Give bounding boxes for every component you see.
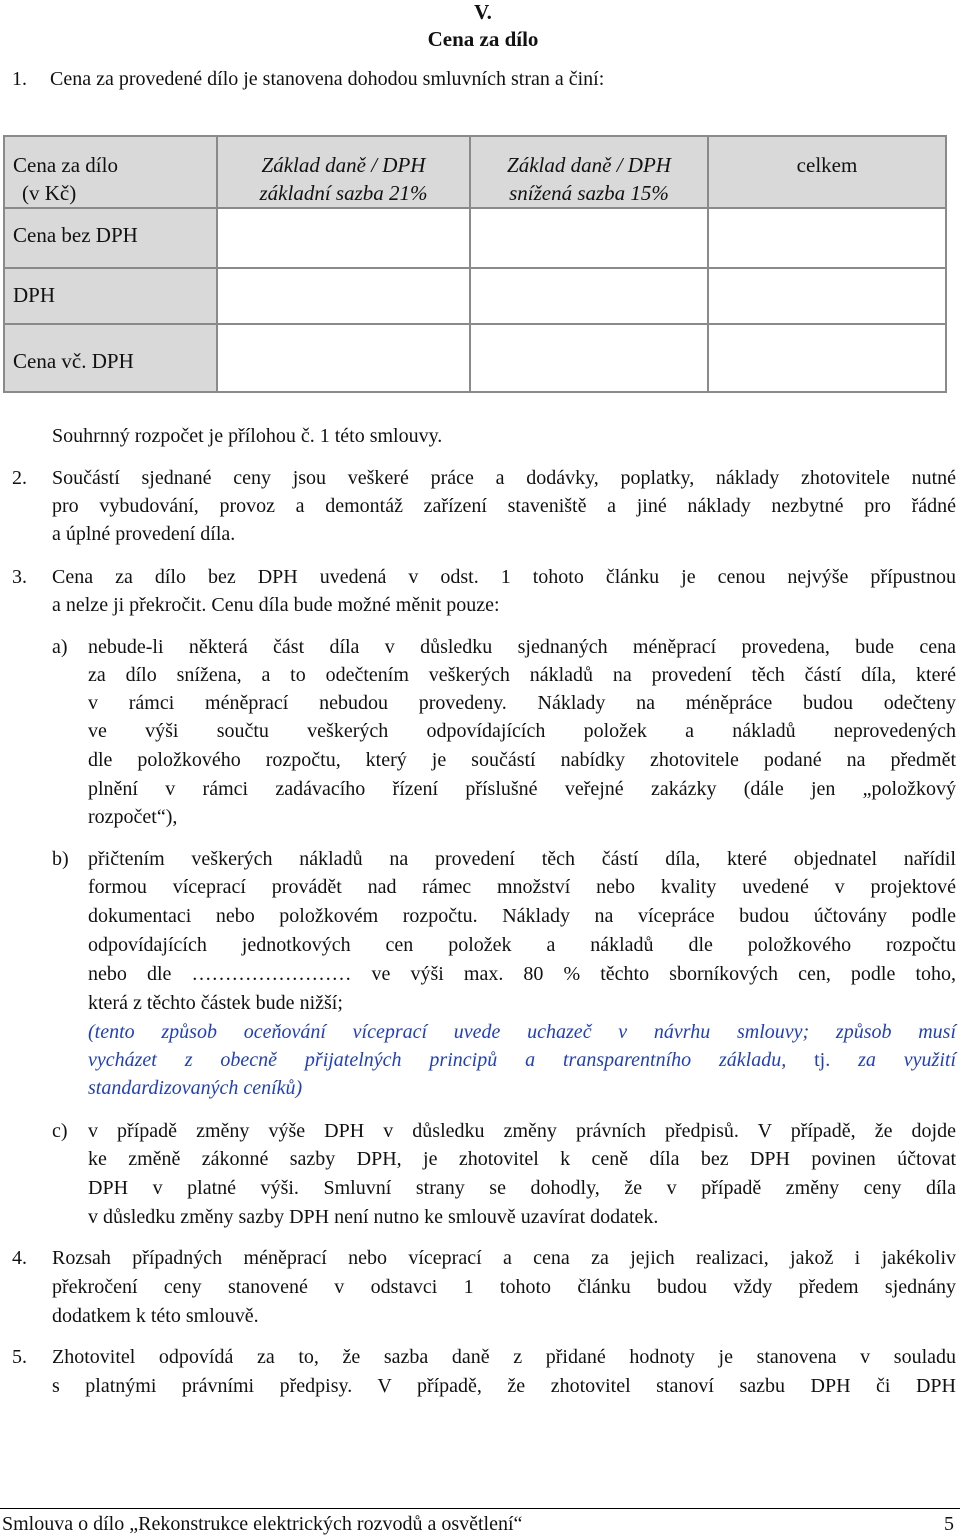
item-a-line6: plnění v rámci zadávacího řízení příslušné veřejné zakázky (dále jen „položkový: [88, 778, 956, 800]
footer-title: Smlouva o dílo „Rekonstrukce elektrických rozvodů a osvětlení“: [2, 1513, 523, 1535]
price-table: [3, 135, 947, 393]
p4-line1: Rozsah případných méněprací nebo víceprací a cena za jejich realizaci, jakož i jakékoliv: [52, 1247, 956, 1269]
p5-number: 5.: [12, 1346, 27, 1368]
header-reduced-rate-line1: Základ daně / DPH: [507, 153, 671, 177]
cell-r1-c1: [217, 208, 470, 268]
item-b-label: b): [52, 848, 69, 870]
p2-line1: Součástí sjednané ceny jsou veškeré práce a dodávky, poplatky, náklady zhotovitele nutné: [52, 467, 956, 489]
item-a-line7: rozpočet“),: [88, 806, 178, 828]
item-a-label: a): [52, 636, 68, 658]
item-c-line3: DPH v platné výši. Smluvní strany se dohodly, že v případě změny ceny díla: [88, 1177, 956, 1199]
row-price-with-vat-label: Cena vč. DPH: [13, 349, 134, 373]
footer-page-number: 5: [944, 1513, 954, 1535]
header-basic-rate-line1: Základ daně / DPH: [261, 153, 426, 177]
p2-line3: a úplné provedení díla.: [52, 523, 236, 545]
p5-line1: Zhotovitel odpovídá za to, že sazba daně z přidané hodnoty je stanovena v souladu: [52, 1346, 956, 1368]
p1-number: 1.: [12, 68, 27, 90]
p3-line1: Cena za dílo bez DPH uvedená v odst. 1 tohoto článku je cenou nejvýše přípustnou: [52, 566, 956, 588]
row-vat-label-cell: [4, 268, 217, 324]
item-b-line3: dokumentaci nebo položkovém rozpočtu. Náklady na vícepráce budou účtovány podle: [88, 905, 956, 927]
item-a-line2: za dílo snížena, a to odečtením veškerých nákladů na provedení těch částí díla, které: [88, 664, 956, 686]
item-c-line2: ke změně zákonné sazby DPH, je zhotovitel k ceně díla bez DPH povinen účtovat: [88, 1148, 956, 1170]
item-c-line4: v důsledku změny sazby DPH není nutno ke smlouvě uzavírat dodatek.: [88, 1206, 659, 1228]
p2-line2: pro vybudování, provoz a demontáž zařízení staveniště a jiné náklady nezbytné pro řádné: [52, 495, 956, 517]
item-b-line4: odpovídajících jednotkových cen položek a nákladů dle položkového rozpočtu: [88, 934, 956, 956]
item-b-italic-line2: [88, 1049, 956, 1072]
header-price-line2: (v Kč): [22, 181, 77, 205]
p5-line2: s platnými právními předpisy. V případě, že zhotovitel stanoví sazbu DPH či DPH: [52, 1375, 956, 1397]
item-b-line2: formou víceprací provádět nad rámec množství nebo kvality uvedené v projektové: [88, 876, 956, 898]
summary-note: Souhrnný rozpočet je přílohou č. 1 této smlouvy.: [52, 425, 443, 447]
item-b-italic-line3: standardizovaných ceníků): [88, 1077, 303, 1099]
p2-number: 2.: [12, 467, 27, 489]
row-vat-label: DPH: [13, 283, 56, 307]
cell-r2-c3: [708, 268, 946, 324]
article-title: Cena za dílo: [427, 27, 539, 51]
p1-text: Cena za provedené dílo je stanovena dohodou smluvních stran a činí:: [50, 68, 605, 90]
item-a-line1: nebude-li některá část díla v důsledku sjednaných méněprací provedena, bude cena: [88, 636, 956, 658]
p3-number: 3.: [12, 566, 27, 588]
item-b-italic-line1: (tento způsob oceňování víceprací uvede uchazeč v návrhu smlouvy; způsob musí: [88, 1021, 956, 1043]
p4-line3: dodatkem k této smlouvě.: [52, 1305, 259, 1327]
item-b-italic-line2-ie: tj.: [786, 1049, 859, 1071]
cell-r1-c3: [708, 208, 946, 268]
header-reduced-rate-cell: [470, 136, 708, 208]
item-a-line3: v rámci méněprací nebudou provedeny. Náklady na méněpráce budou odečteny: [88, 692, 956, 714]
item-a-line4: ve výši součtu veškerých odpovídajících položek a nákladů neprovedených: [88, 720, 956, 742]
item-a-line5: dle položkového rozpočtu, který je součástí nabídky zhotovitele podané na předmět: [88, 749, 956, 771]
item-b-italic-line2-part1: vycházet z obecně přijatelných principů a transparentního základu,: [88, 1049, 787, 1071]
article-number: V.: [474, 0, 492, 24]
item-b-line6: která z těchto částek bude nižší;: [88, 992, 343, 1014]
header-basic-rate-cell: [217, 136, 470, 208]
item-c-label: c): [52, 1120, 68, 1142]
item-b-line1: přičtením veškerých nákladů na provedení těch částí díla, které objednatel nařídil: [88, 848, 956, 870]
header-price-line1: Cena za dílo: [13, 153, 118, 177]
row-price-without-vat-label-cell: [4, 208, 217, 268]
header-total: celkem: [796, 153, 858, 177]
cell-r3-c2: [470, 324, 708, 392]
item-b-italic-line2-part2: za využití: [858, 1049, 956, 1071]
row-price-with-vat-label-cell: [4, 324, 217, 392]
cell-r2-c2: [470, 268, 708, 324]
item-c-line1: v případě změny výše DPH v důsledku změny právních předpisů. V případě, že dojde: [88, 1120, 956, 1142]
p4-line2: překročení ceny stanovené v odstavci 1 tohoto článku budou vždy předem sjednány: [52, 1276, 956, 1298]
header-price-cell: [4, 136, 217, 208]
cell-r3-c1: [217, 324, 470, 392]
item-b-line5: nebo dle …………………… ve výši max. 80 % těchto sborníkových cen, podle toho,: [88, 963, 956, 985]
cell-r1-c2: [470, 208, 708, 268]
row-price-without-vat-label: Cena bez DPH: [13, 223, 138, 247]
header-total-cell: [708, 136, 946, 208]
cell-r3-c3: [708, 324, 946, 392]
cell-r2-c1: [217, 268, 470, 324]
footer-rule: [0, 1508, 960, 1509]
header-basic-rate-line2: základní sazba 21%: [259, 181, 428, 205]
p3-line2: a nelze ji překročit. Cenu díla bude možné měnit pouze:: [52, 594, 500, 616]
p4-number: 4.: [12, 1247, 27, 1269]
header-reduced-rate-line2: snížená sazba 15%: [509, 181, 669, 205]
